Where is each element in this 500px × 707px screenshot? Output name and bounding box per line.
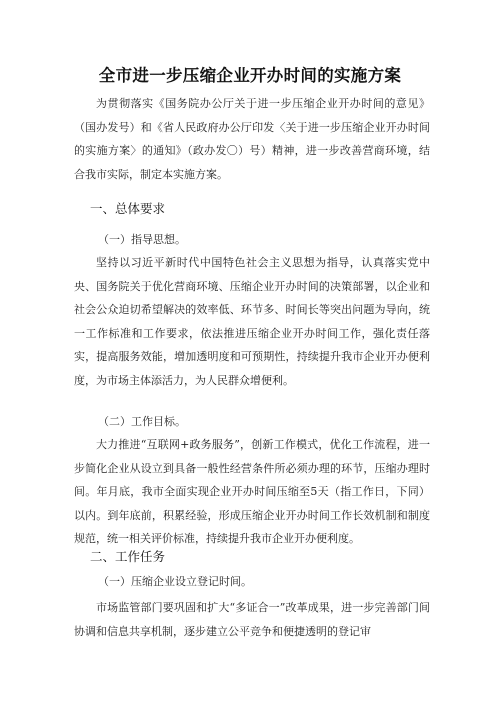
- guiding-ideology-paragraph: 坚持以习近平新时代中国特色社会主义思想为指导，认真落实党中央、国务院关于优化营商环境、压缩企业开办时间的决策部署，以企业和社会公众迫切希望解决的效率低、环节多、时间长等突出问题为导向，统一工作标准和工作要求，依法推进压缩企业开办时间工作，强化责任落实，提高服务效能，增加透明度和可预期性，持续提升我市企业开办便利度，为市场主体添活力，为人民群众增便利。: [74, 256, 430, 387]
- section-heading-work-tasks: 二、工作任务: [90, 549, 166, 564]
- subsection-title-guiding-ideology: （一）指导思想。: [98, 233, 186, 246]
- compress-registration-paragraph: 市场监管部门要巩固和扩大“多证合一”改革成果，进一步完善部门间协调和信息共享机制，逐步建立公平竞争和便捷透明的登记审: [74, 601, 430, 638]
- intro-paragraph: 为贯彻落实《国务院办公厅关于进一步压缩企业开办时间的意见》（国办发号）和《省人民政府办公厅印发〈关于进一步压缩企业开办时间的实施方案〉的通知》（政办发〇）号）精神，进一步改善营商环境，结合我市实际，制定本实施方案。: [74, 97, 430, 181]
- section-heading-overall-requirements: 一、总体要求: [90, 201, 166, 216]
- subsection-title-compress-registration: （一）压缩企业设立登记时间。: [98, 575, 252, 588]
- document-title: 全市进一步压缩企业开办时间的实施方案: [98, 66, 402, 85]
- work-goals-paragraph: 大力推进“互联网+政务服务”，创新工作模式，优化工作流程，进一步简化企业从设立到具备一般性经营条件所必须办理的环节，压缩办理时间。年月底，我市全面实现企业开办时间压缩至5天（指工作日，下同）以内。到年底前，积累经验，形成压缩企业开办时间工作长效机制和制度规范，统一相关评价标准，持续提升我市企业开办便利度。: [74, 438, 430, 545]
- subsection-title-work-goals: （二）工作目标。: [98, 415, 186, 428]
